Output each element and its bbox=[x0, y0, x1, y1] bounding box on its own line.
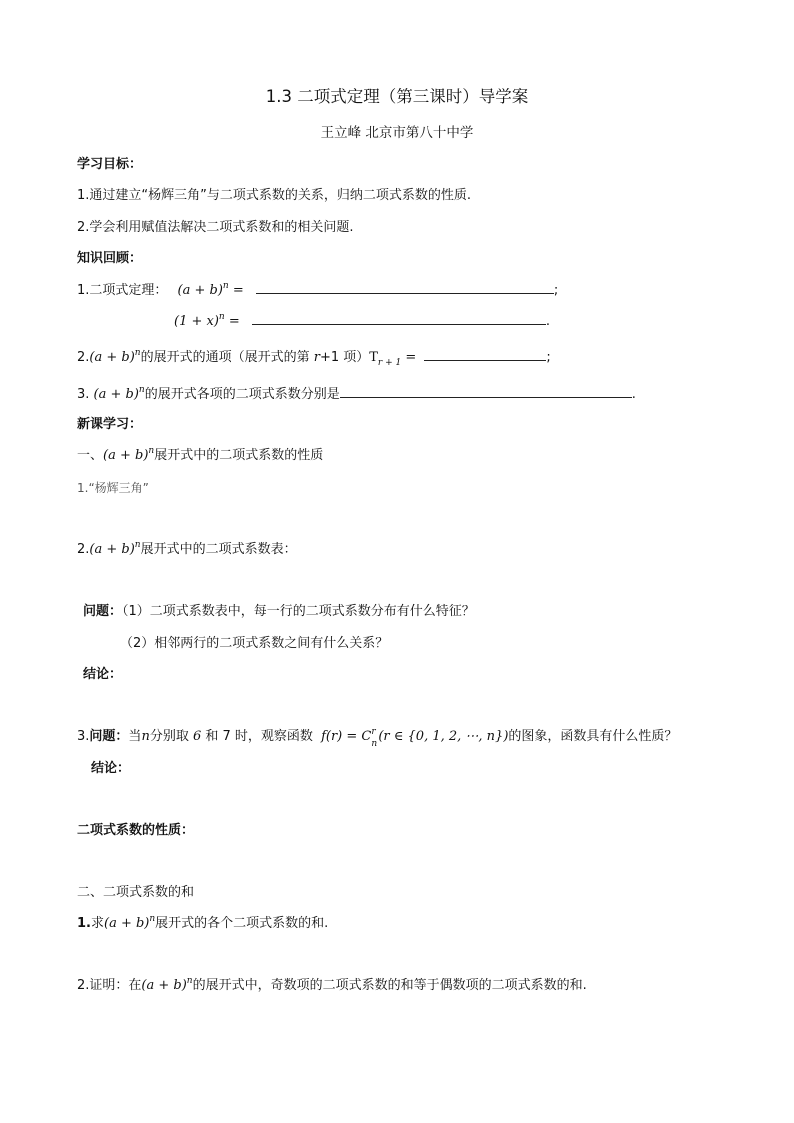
part2-item2-text: 的展开式中，奇数项的二项式系数的和等于偶数项的二项式系数的和. bbox=[192, 978, 587, 993]
review-q3 bbox=[77, 385, 636, 405]
q2-T: T bbox=[369, 350, 378, 365]
q1b-equals: = bbox=[224, 314, 240, 329]
part2-item2-exponent: n bbox=[186, 976, 193, 986]
q1-equals: = bbox=[228, 283, 244, 298]
part2-item1-expression: (a + b) bbox=[104, 916, 150, 931]
item-3-question bbox=[77, 726, 678, 749]
question-label: 问题： bbox=[83, 604, 123, 619]
question-2: （2）相邻两行的二项式系数之间有什么关系？ bbox=[120, 636, 389, 651]
q3-prefix: 3. bbox=[77, 387, 90, 402]
item2-text: 展开式中的二项式系数表： bbox=[140, 542, 297, 557]
conclusion-2: 结论： bbox=[91, 761, 131, 776]
q2-equals: = bbox=[401, 350, 417, 365]
q1b-exponent: n bbox=[218, 312, 225, 322]
part2-item2-expression: (a + b) bbox=[141, 978, 187, 993]
item-yanghui-triangle: 1.“杨辉三角” bbox=[77, 481, 149, 495]
item3-text-d: 的图象，函数具有什么性质？ bbox=[508, 729, 678, 744]
goal-item-2: 2.学会利用赋值法解决二项式系数和的相关问题. bbox=[77, 220, 354, 235]
q3-end: . bbox=[631, 387, 636, 402]
q3-expression: (a + b) bbox=[93, 387, 139, 402]
q1-label: 1.二项式定理： bbox=[77, 283, 168, 298]
item3-text-c: 和 7 时，观察函数 bbox=[205, 729, 313, 744]
part2-item1-text: 展开式的各个二项式系数的和. bbox=[155, 916, 329, 931]
part2-heading: 二、二项式系数的和 bbox=[77, 885, 195, 900]
q2-exponent: n bbox=[134, 348, 141, 358]
q1b-end: . bbox=[545, 314, 551, 329]
q1b-expression: (1 + x) bbox=[174, 314, 219, 329]
review-q2 bbox=[77, 348, 551, 368]
part2-item1-a: 求 bbox=[90, 916, 104, 931]
part2-item1-prefix: 1. bbox=[77, 916, 91, 931]
question-1 bbox=[83, 603, 475, 621]
item2-exponent: n bbox=[134, 540, 141, 550]
q3-exponent: n bbox=[138, 385, 145, 395]
item3-label: 问题： bbox=[89, 729, 129, 744]
q1-answer-blank[interactable] bbox=[256, 281, 554, 294]
q2-text2: +1 项） bbox=[319, 350, 370, 365]
item2-expression: (a + b) bbox=[89, 542, 135, 557]
part2-item2-prefix: 2. bbox=[77, 978, 90, 993]
item3-func-scripts bbox=[371, 726, 378, 749]
q2-answer-blank[interactable] bbox=[424, 348, 546, 361]
item3-prefix: 3. bbox=[77, 729, 90, 744]
part2-item2-a: 证明：在 bbox=[89, 978, 142, 993]
item3-text-a: 当 bbox=[128, 729, 142, 744]
item3-func-sub: n bbox=[371, 738, 378, 749]
q1-exponent: n bbox=[222, 281, 229, 291]
q2-r: r bbox=[313, 350, 320, 365]
q2-subscript: r + 1 bbox=[377, 358, 402, 368]
q3-text: 的展开式各项的二项式系数分别是 bbox=[144, 387, 340, 402]
part2-item1-exponent: n bbox=[149, 914, 156, 924]
part2-item-1 bbox=[77, 915, 328, 934]
item3-func-rest: (r ∈ {0, 1, 2, ⋯, n}) bbox=[378, 729, 509, 744]
part1-prefix: 一、 bbox=[77, 448, 104, 463]
q2-expression: (a + b) bbox=[89, 350, 135, 365]
q2-text: 的展开式的通项（展开式的第 bbox=[140, 350, 310, 365]
q1-expression: (a + b) bbox=[177, 283, 223, 298]
item2-prefix: 2. bbox=[77, 542, 90, 557]
q3-answer-blank[interactable] bbox=[340, 385, 632, 398]
part2-item-2 bbox=[77, 977, 587, 996]
goals-heading: 学习目标： bbox=[77, 157, 143, 172]
item3-text-b: 分别取 bbox=[149, 729, 189, 744]
goal-item-1: 1.通过建立“杨辉三角”与二项式系数的关系，归纳二项式系数的性质. bbox=[77, 188, 472, 203]
author-line: 王立峰 北京市第八十中学 bbox=[320, 125, 474, 141]
item3-function: f(r) = C bbox=[321, 729, 372, 744]
part1-heading bbox=[77, 447, 323, 466]
question-1-text: （1）二项式系数表中，每一行的二项式系数分布有什么特征？ bbox=[122, 604, 475, 619]
properties-heading: 二项式系数的性质： bbox=[77, 823, 195, 838]
item3-n: n bbox=[141, 729, 150, 744]
review-q1b bbox=[174, 312, 550, 332]
q2-end: ; bbox=[546, 350, 551, 365]
part1-text: 展开式中的二项式系数的性质 bbox=[154, 448, 324, 463]
review-heading: 知识回顾： bbox=[77, 251, 143, 266]
page-title: 1.3 二项式定理（第三课时）导学案 bbox=[265, 87, 529, 106]
q1b-answer-blank[interactable] bbox=[252, 312, 546, 325]
review-q1 bbox=[77, 281, 558, 301]
part1-expression: (a + b) bbox=[103, 448, 149, 463]
item3-func-sup: r bbox=[371, 726, 376, 737]
part1-exponent: n bbox=[148, 446, 155, 456]
conclusion-1: 结论： bbox=[83, 667, 123, 682]
item3-6: 6 bbox=[192, 729, 202, 744]
item-coefficient-table bbox=[77, 541, 297, 560]
new-learning-heading: 新课学习： bbox=[77, 417, 143, 432]
q2-prefix: 2. bbox=[77, 350, 90, 365]
q1-end: ; bbox=[553, 283, 559, 298]
